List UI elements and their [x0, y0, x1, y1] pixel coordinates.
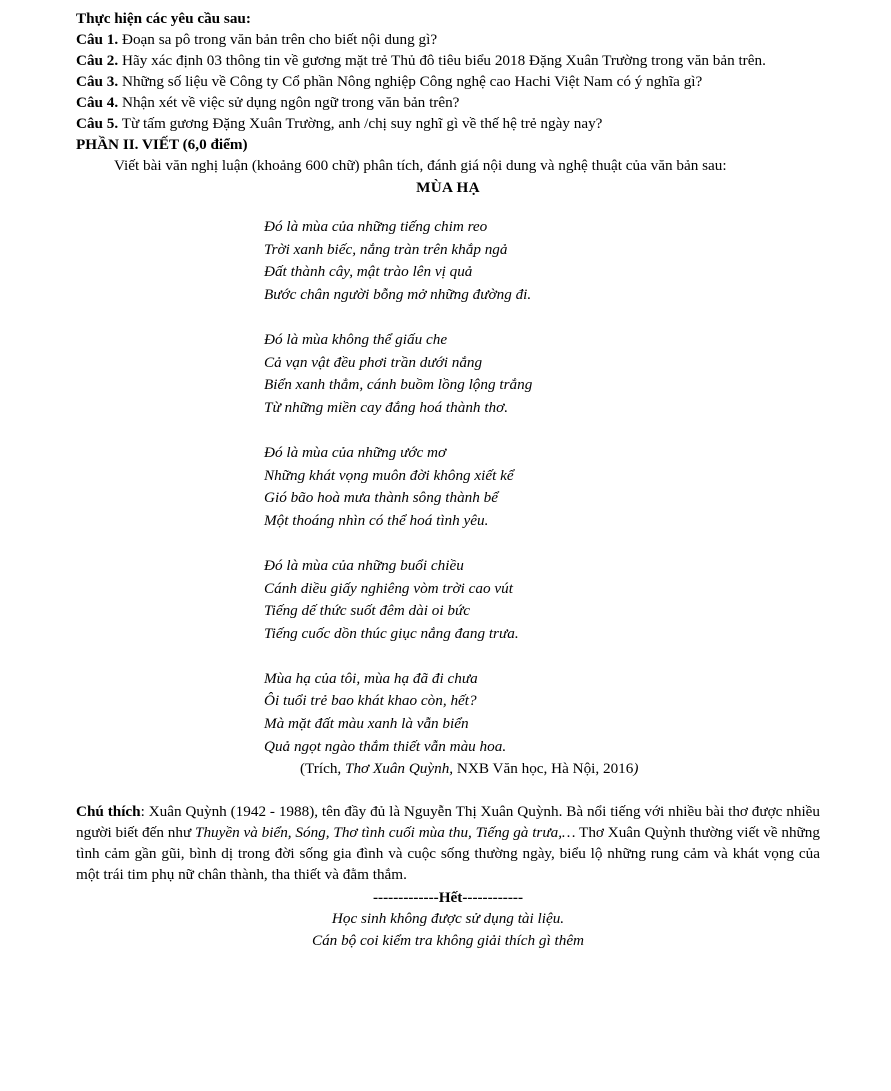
poem-stanza	[264, 216, 820, 306]
writing-prompt: Viết bài văn nghị luận (khoảng 600 chữ) phân tích, đánh giá nội dung và nghệ thuật của văn bản sau:	[114, 157, 727, 174]
poem-line: Đó là mùa của những buổi chiều	[264, 556, 464, 574]
poem-line: Một thoáng nhìn có thể hoá tình yêu.	[264, 511, 489, 529]
poem-line: Đó là mùa của những ước mơ	[264, 443, 447, 461]
footer-note-1: Học sinh không được sử dụng tài liệu.	[331, 910, 565, 928]
question-list	[76, 29, 820, 134]
author-note: Chú thích: Xuân Quỳnh (1942 - 1988), tên đầy đủ là Nguyễn Thị Xuân Quỳnh. Bà nổi tiếng với nhiều bài thơ được nhiều người biết đến như Thuyền và biển, Sóng, Thơ tình cuối mùa thu, Tiếng gà trưa,… Thơ Xuân Quỳnh thường viết về những tình cảm gần gũi, bình dị trong đời sống gia đình và cuộc sống thường ngày, biểu lộ những rung cảm và khát vọng của một trái tim phụ nữ chân thành, tha thiết và đằm thắm.	[76, 803, 820, 884]
question-label: Câu 2.	[76, 52, 119, 69]
poem-line: Mùa hạ của tôi, mùa hạ đã đi chưa	[264, 669, 478, 687]
question-label: Câu 5.	[76, 115, 119, 132]
poem-body	[264, 216, 820, 758]
poem-stanza	[264, 442, 820, 532]
question-text: Từ tấm gương Đặng Xuân Trường, anh /chị suy nghĩ gì về thế hệ trẻ ngày nay?	[118, 115, 603, 132]
question-label: Câu 1.	[76, 31, 119, 48]
poem-line: Từ những miền cay đắng hoá thành thơ.	[264, 398, 509, 416]
footer-note-2: Cán bộ coi kiểm tra không giải thích gì thêm	[311, 932, 585, 950]
poem-line: Những khát vọng muôn đời không xiết kể	[264, 466, 514, 484]
poem-line: Trời xanh biếc, nắng tràn trên khắp ngả	[264, 240, 508, 258]
question-3	[76, 71, 820, 92]
question-label: Câu 4.	[76, 94, 119, 111]
question-4	[76, 92, 820, 113]
citation-work: Thơ Xuân Quỳnh,	[345, 760, 454, 778]
question-text: Nhận xét về việc sử dụng ngôn ngữ trong văn bản trên?	[118, 94, 460, 111]
question-text: Hãy xác định 03 thông tin về gương mặt trẻ Thủ đô tiêu biểu 2018 Đặng Xuân Trường trong văn bản trên.	[118, 52, 766, 69]
question-text: Đoạn sa pô trong văn bản trên cho biết nội dung gì?	[118, 31, 438, 48]
note-works: Thuyền và biển, Sóng, Thơ tình cuối mùa thu, Tiếng gà trưa,…	[195, 824, 576, 842]
instructions-heading: Thực hiện các yêu cầu sau:	[76, 10, 251, 27]
question-2	[76, 50, 820, 71]
poem-line: Mà mặt đất màu xanh là vẫn biển	[264, 715, 469, 733]
question-text: Những số liệu về Công ty Cổ phần Nông nghiệp Công nghệ cao Hachi Việt Nam có ý nghĩa gì?	[118, 73, 703, 90]
poem-line: Tiếng dế thức suốt đêm dài oi bức	[264, 602, 470, 620]
poem-stanza	[264, 329, 820, 419]
poem-line: Biển xanh thẳm, cánh buồm lồng lộng trắng	[264, 376, 533, 394]
poem-citation: (Trích, Thơ Xuân Quỳnh, NXB Văn học, Hà Nội, 2016)	[300, 760, 639, 778]
poem-line: Tiếng cuốc dồn thúc giục nắng đang trưa.	[264, 624, 519, 642]
question-5	[76, 113, 820, 134]
poem-stanza	[264, 555, 820, 645]
poem-title: MÙA HẠ	[416, 179, 480, 196]
question-1	[76, 29, 820, 50]
poem-line: Đất thành cây, mật trào lên vị quả	[264, 263, 473, 281]
poem-stanza	[264, 668, 820, 758]
question-label: Câu 3.	[76, 73, 119, 90]
end-mark: -------------Hết------------	[372, 889, 524, 907]
poem-line: Cánh diều giấy nghiêng vòm trời cao vút	[264, 579, 513, 597]
note-label: Chú thích	[76, 803, 141, 821]
poem-line: Đó là mùa của những tiếng chim reo	[264, 218, 488, 235]
poem-line: Ôi tuổi trẻ bao khát khao còn, hết?	[264, 692, 477, 710]
poem-line: Đó là mùa không thể giấu che	[264, 330, 448, 348]
poem-line: Quả ngọt ngào thắm thiết vẫn màu hoa.	[264, 737, 507, 755]
poem-line: Cả vạn vật đều phơi trần dưới nắng	[264, 353, 483, 371]
poem-line: Bước chân người bỗng mở những đường đi.	[264, 285, 532, 303]
poem-line: Gió bão hoà mưa thành sông thành bể	[264, 489, 498, 507]
section-heading: PHẦN II. VIẾT (6,0 điểm)	[76, 136, 248, 153]
